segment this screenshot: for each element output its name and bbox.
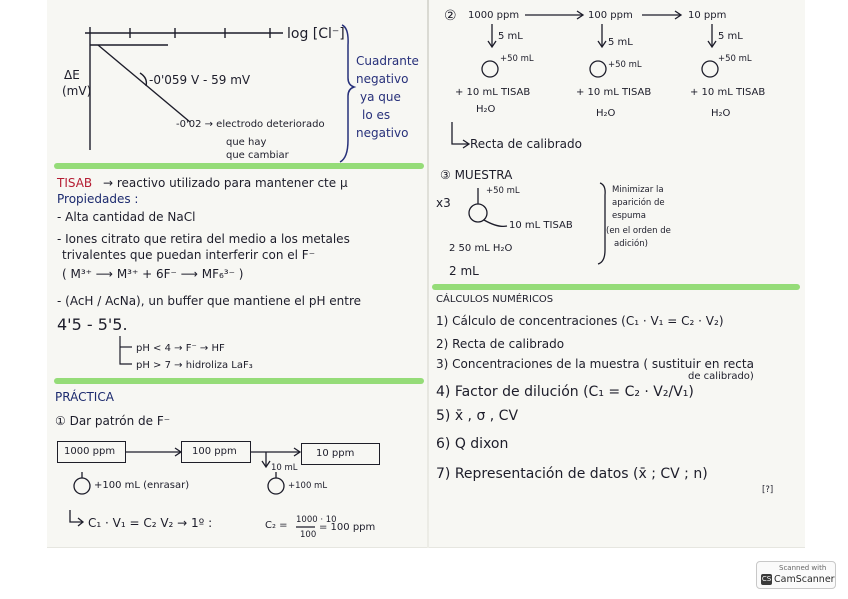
calculos-title: CÁLCULOS NUMÉRICOS [436,294,554,305]
calculo-item-5: 5) x̄ , σ , CV [436,408,519,424]
water-2: H₂O [596,108,616,119]
calibration-curve-label: Recta de calibrado [470,137,582,151]
tisab-property-3a: - (AcH / AcNa), un buffer que mantiene el pH entre [57,294,362,308]
calculo-item-6: 6) Q dixon [436,436,509,452]
y-axis-unit: (mV) [62,84,92,98]
muestra-note-1: Minimizar la [612,185,664,195]
aliquot-label: 10 mL [271,463,298,473]
calc-result: = 100 ppm [319,522,376,533]
tisab-property-2b: trivalentes que puedan interferir con el F⁻ [62,248,316,262]
camscanner-badge [756,561,836,589]
damaged-slope-label: -0'02 → electrodo deteriorado [176,119,325,130]
dilution-c1: 1000 ppm [468,10,520,21]
practica-title: PRÁCTICA [55,390,114,404]
ph-low-note: pH < 4 → F⁻ → HF [136,343,225,354]
calculo-item-7-note: [?] [762,485,774,495]
badge-top-text: Scanned with [779,564,827,572]
muestra-title: ③ MUESTRA [440,168,513,182]
enrasar-note: +100 mL (enrasar) [94,480,190,491]
tisab-property-1: - Alta cantidad de NaCl [57,210,196,224]
flask-2: +50 mL [608,60,642,70]
aside-line-3: ya que [360,90,401,104]
ideal-slope-label: -0'059 V - 59 mV [149,73,251,87]
muestra-note-3: espuma [612,211,646,221]
badge-brand-name: CamScanner [774,574,835,585]
dilution-c2: 100 ppm [588,10,633,21]
aside-line-5: negativo [356,126,409,140]
calculo-item-4: 4) Factor de dilución (C₁ = C₂ · V₂/V₁) [436,384,694,400]
calculo-item-1: 1) Cálculo de concentraciones (C₁ · V₁ = C₂ · V₂) [436,314,724,328]
flask-3: +50 mL [718,54,752,64]
camscanner-icon: CS [761,575,772,583]
highlight-divider-2 [54,378,424,384]
dilution-calc: C₁ · V₁ = C₂ V₂ → 1º : [88,516,213,530]
calculo-item-2: 2) Recta de calibrado [436,337,565,351]
calculo-item-7: 7) Representación de datos (x̄ ; CV ; n) [436,466,708,482]
highlight-divider-3 [432,284,800,290]
tisab-add-1: + 10 mL TISAB [455,87,531,98]
flask-1: +50 mL [500,54,534,64]
dilution-step-number: ② [444,8,457,24]
concentration-100-label: 100 ppm [192,446,237,457]
muestra-water: 2 50 mL H₂O [449,243,513,254]
muestra-note-2: aparición de [612,198,665,208]
slope-note-line-2: que cambiar [226,150,289,161]
water-1: H₂O [476,104,496,115]
aside-line-1: Cuadrante [356,54,419,68]
aliquot-1: 5 mL [498,31,523,42]
muestra-note-4: (en el orden de [606,226,671,236]
tisab-title: TISAB [57,176,93,190]
calc-denominator: 100 [300,530,317,540]
aliquot-2: 5 mL [608,37,633,48]
y-axis-label: ΔE [64,68,80,82]
practica-step-1: ① Dar patrón de F⁻ [55,414,171,428]
calculo-item-3: 3) Concentraciones de la muestra ( sustituir en recta [436,357,754,371]
concentration-1000-label: 1000 ppm [64,446,116,457]
muestra-volume: 2 mL [449,264,479,278]
calc-c2: C₂ = [265,520,288,531]
slope-note-line-1: que hay [226,137,267,148]
tisab-add-3: + 10 mL TISAB [690,87,766,98]
x-axis-label: log [Cl⁻] [287,26,345,42]
muestra-times: x3 [436,196,451,210]
muestra-flask: +50 mL [486,186,520,196]
aside-line-2: negativo [356,72,409,86]
tisab-add-2: + 10 mL TISAB [576,87,652,98]
aside-line-4: lo es [362,108,391,122]
flask-2-label: +100 mL [288,481,328,491]
calculo-item-3b: de calibrado) [688,371,754,382]
dilution-c3: 10 ppm [688,10,727,21]
muestra-tisab: 10 mL TISAB [509,220,573,231]
concentration-10-label: 10 ppm [316,448,355,459]
ph-high-note: pH > 7 → hidroliza LaF₃ [136,360,253,371]
muestra-note-5: adición) [614,239,648,249]
tisab-property-2a: - Iones citrato que retira del medio a los metales [57,232,350,246]
tisab-properties-title: Propiedades : [57,192,139,206]
calc-numerator: 1000 · 10 [296,515,337,525]
water-3: H₂O [711,108,731,119]
tisab-reaction: ( M³⁺ ⟶ M³⁺ + 6F⁻ ⟶ MF₆³⁻ ) [62,267,244,281]
tisab-definition: → reactivo utilizado para mantener cte μ [103,176,348,190]
tisab-property-3b: 4'5 - 5'5. [57,315,128,334]
aliquot-3: 5 mL [718,31,743,42]
